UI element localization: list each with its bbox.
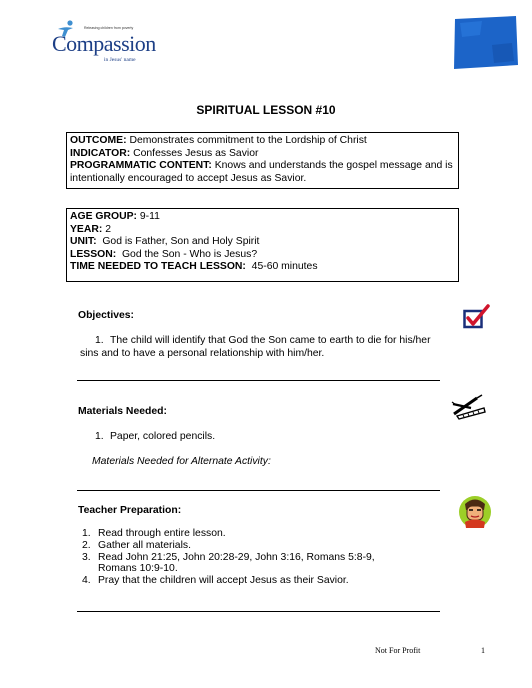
teacher-prep-list: [82, 528, 412, 587]
step-text: Read John 21:25, John 20:28-29, John 3:16, Romans 5:8-9, Romans 10:9-10.: [98, 551, 375, 575]
step-num: 4.: [82, 575, 91, 587]
footer-text: Not For Profit: [375, 646, 421, 655]
indicator-line: [70, 148, 455, 161]
list-item: [82, 540, 412, 552]
divider-rule: [77, 490, 440, 491]
outcome-box: [66, 132, 459, 189]
indicator-label: INDICATOR:: [70, 147, 131, 159]
unit-value: God is Father, Son and Holy Spirit: [102, 236, 260, 248]
objective-text: [80, 335, 440, 360]
material-num: 1.: [95, 431, 104, 442]
list-item: [82, 575, 412, 587]
indicator-value: Confesses Jesus as Savior: [133, 147, 259, 159]
step-text: Gather all materials.: [98, 539, 191, 551]
logo-tagline: Releasing children from poverty: [84, 26, 134, 30]
lesson-info-box: [66, 208, 459, 282]
outcome-value: Demonstrates commitment to the Lordship of Christ: [129, 135, 367, 146]
step-text: Pray that the children will accept Jesus as their Savior.: [98, 575, 349, 587]
page-title: SPIRITUAL LESSON #10: [196, 103, 336, 117]
content-label: PROGRAMMATIC CONTENT:: [70, 160, 212, 172]
checkbox-check-icon: [463, 304, 491, 330]
content-line: [70, 160, 455, 185]
list-item: [82, 552, 412, 576]
time-value: 45-60 minutes: [251, 261, 318, 273]
step-text: Read through entire lesson.: [98, 528, 226, 539]
compassion-logo: [52, 22, 164, 66]
step-num: 2.: [82, 539, 91, 551]
outcome-line: [70, 135, 455, 148]
time-line: [70, 261, 455, 274]
unit-label: UNIT:: [70, 236, 97, 248]
objective-item: The child will identify that God the Son came to earth to die for his/her sins and to have a personal relationship with him/her.: [80, 335, 431, 359]
teacher-face-icon: [458, 492, 492, 530]
age-line: [70, 211, 455, 224]
list-item: [82, 528, 412, 540]
objectives-title: Objectives:: [78, 310, 135, 321]
year-line: [70, 224, 455, 237]
step-num: 3.: [82, 551, 91, 563]
unit-line: [70, 236, 455, 249]
divider-rule: [77, 380, 440, 381]
year-value: 2: [105, 223, 112, 235]
pencil-ruler-icon: [451, 394, 487, 420]
teacher-prep-title: Teacher Preparation:: [78, 505, 182, 516]
logo-brand: Compassion: [52, 31, 156, 56]
materials-title: Materials Needed:: [78, 406, 167, 417]
step-num: 1.: [82, 528, 91, 539]
year-label: YEAR:: [70, 223, 103, 235]
alternate-materials-label: Materials Needed for Alternate Activity:: [92, 456, 271, 467]
lesson-value: God the Son - Who is Jesus?: [121, 248, 258, 260]
lesson-label: LESSON:: [70, 248, 117, 260]
age-label: AGE GROUP:: [70, 211, 137, 222]
outcome-label: OUTCOME:: [70, 135, 127, 146]
time-label: TIME NEEDED TO TEACH LESSON:: [70, 261, 246, 273]
content-value: Knows and understands the gospel message and is intentionally encouraged to accept Jesus as Savior.: [70, 160, 453, 184]
page-number: 1: [481, 646, 485, 655]
objective-num: 1.: [95, 335, 104, 346]
age-value: 9-11: [139, 211, 160, 222]
blue-paint-patch: [452, 15, 519, 70]
logo-subtitle: in Jesus' name: [104, 57, 136, 63]
material-text: Paper, colored pencils.: [110, 431, 216, 442]
lesson-line: [70, 249, 455, 262]
divider-rule: [77, 611, 440, 612]
